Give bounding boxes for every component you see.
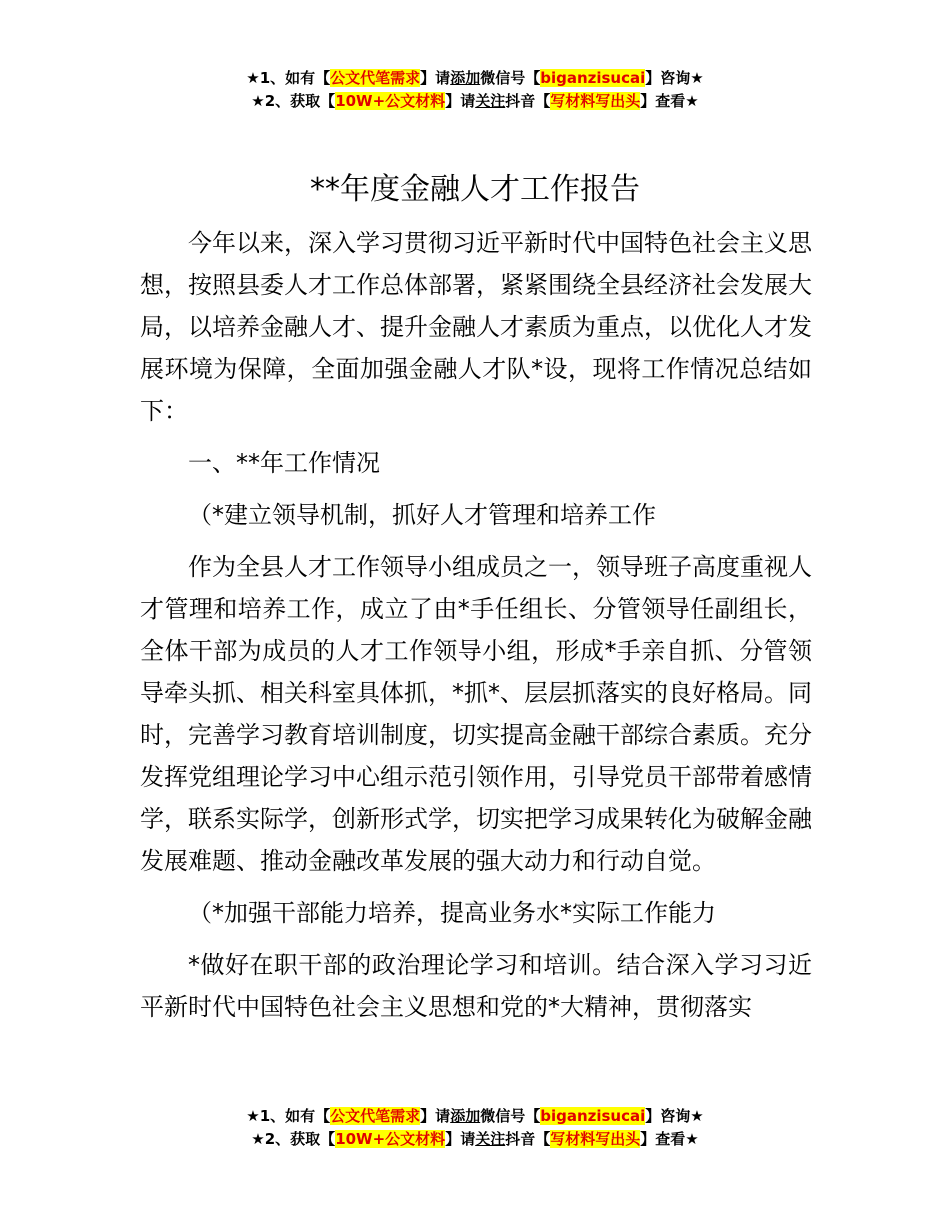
header-promo-banner — [0, 67, 950, 113]
intro-paragraph: 今年以来，深入学习贯彻习近平新时代中国特色社会主义思想，按照县委人才工作总体部署，紧紧围绕全县经济社会发展大局，以培养金融人才、提升金融人才素质为重点，以优化人才发展环境为保障，全面加强金融人才队*设，现将工作情况总结如下： — [140, 229, 812, 425]
document-body — [140, 222, 812, 1028]
promo-text: 】请 — [420, 1107, 451, 1125]
body-paragraph: 作为全县人才工作领导小组成员之一，领导班子高度重视人才管理和培养工作，成立了由*手任组长、分管领导任副组长，全体干部为成员的人才工作领导小组，形成*手亲自抓、分管领导牵头抓、相关科室具体抓，*抓*、层层抓落实的良好格局。同时，完善学习教育培训制度，切实提高金融干部综合素质。充分发挥党组理论学习中心组示范引领作用，引导党员干部带着感情学，联系实际学，创新形式学，切实把学习成果转化为破解金融发展难题、推动金融改革发展的强大动力和行动自觉。 — [140, 553, 812, 875]
promo-highlight: 10W+公文材料 — [335, 1130, 446, 1148]
document-title: **年度金融人才工作报告 — [310, 172, 640, 207]
promo-text: 】查看★ — [640, 92, 699, 110]
section-heading: 一、**年工作情况 — [188, 449, 380, 477]
footer-promo-banner — [0, 1105, 950, 1151]
promo-highlight: 写材料写出头 — [550, 1130, 641, 1148]
promo-underline: 添加 — [450, 1107, 481, 1125]
promo-text: ★1、如有【 — [246, 1107, 331, 1125]
promo-text: 】咨询★ — [645, 1107, 704, 1125]
promo-highlight: biganzisucai — [540, 1107, 646, 1125]
promo-text: ★2、获取【 — [251, 92, 336, 110]
promo-line-1 — [0, 67, 950, 90]
promo-text: ★1、如有【 — [246, 69, 331, 87]
subsection-heading: （*建立领导机制，抓好人才管理和培养工作 — [188, 501, 656, 529]
promo-line-2 — [0, 1128, 950, 1151]
promo-highlight: biganzisucai — [540, 69, 646, 87]
promo-line-1 — [0, 1105, 950, 1128]
promo-text: 抖音【 — [505, 92, 551, 110]
promo-text: 】请 — [445, 92, 476, 110]
promo-underline: 关注 — [475, 92, 506, 110]
promo-highlight: 写材料写出头 — [550, 92, 641, 110]
promo-text: 微信号【 — [480, 69, 541, 87]
subsection-heading: （*加强干部能力培养，提高业务水*实际工作能力 — [188, 899, 716, 927]
promo-text: 】查看★ — [640, 1130, 699, 1148]
promo-text: 抖音【 — [505, 1130, 551, 1148]
promo-highlight: 公文代笔需求 — [330, 1107, 421, 1125]
promo-text: ★2、获取【 — [251, 1130, 336, 1148]
promo-underline: 关注 — [475, 1130, 506, 1148]
body-paragraph: *做好在职干部的政治理论学习和培训。结合深入学习习近平新时代中国特色社会主义思想和党的*大精神，贯彻落实 — [140, 951, 812, 1021]
promo-highlight: 公文代笔需求 — [330, 69, 421, 87]
promo-line-2 — [0, 90, 950, 113]
promo-text: 微信号【 — [480, 1107, 541, 1125]
promo-underline: 添加 — [450, 69, 481, 87]
promo-highlight: 10W+公文材料 — [335, 92, 446, 110]
promo-text: 】请 — [420, 69, 451, 87]
promo-text: 】咨询★ — [645, 69, 704, 87]
promo-text: 】请 — [445, 1130, 476, 1148]
